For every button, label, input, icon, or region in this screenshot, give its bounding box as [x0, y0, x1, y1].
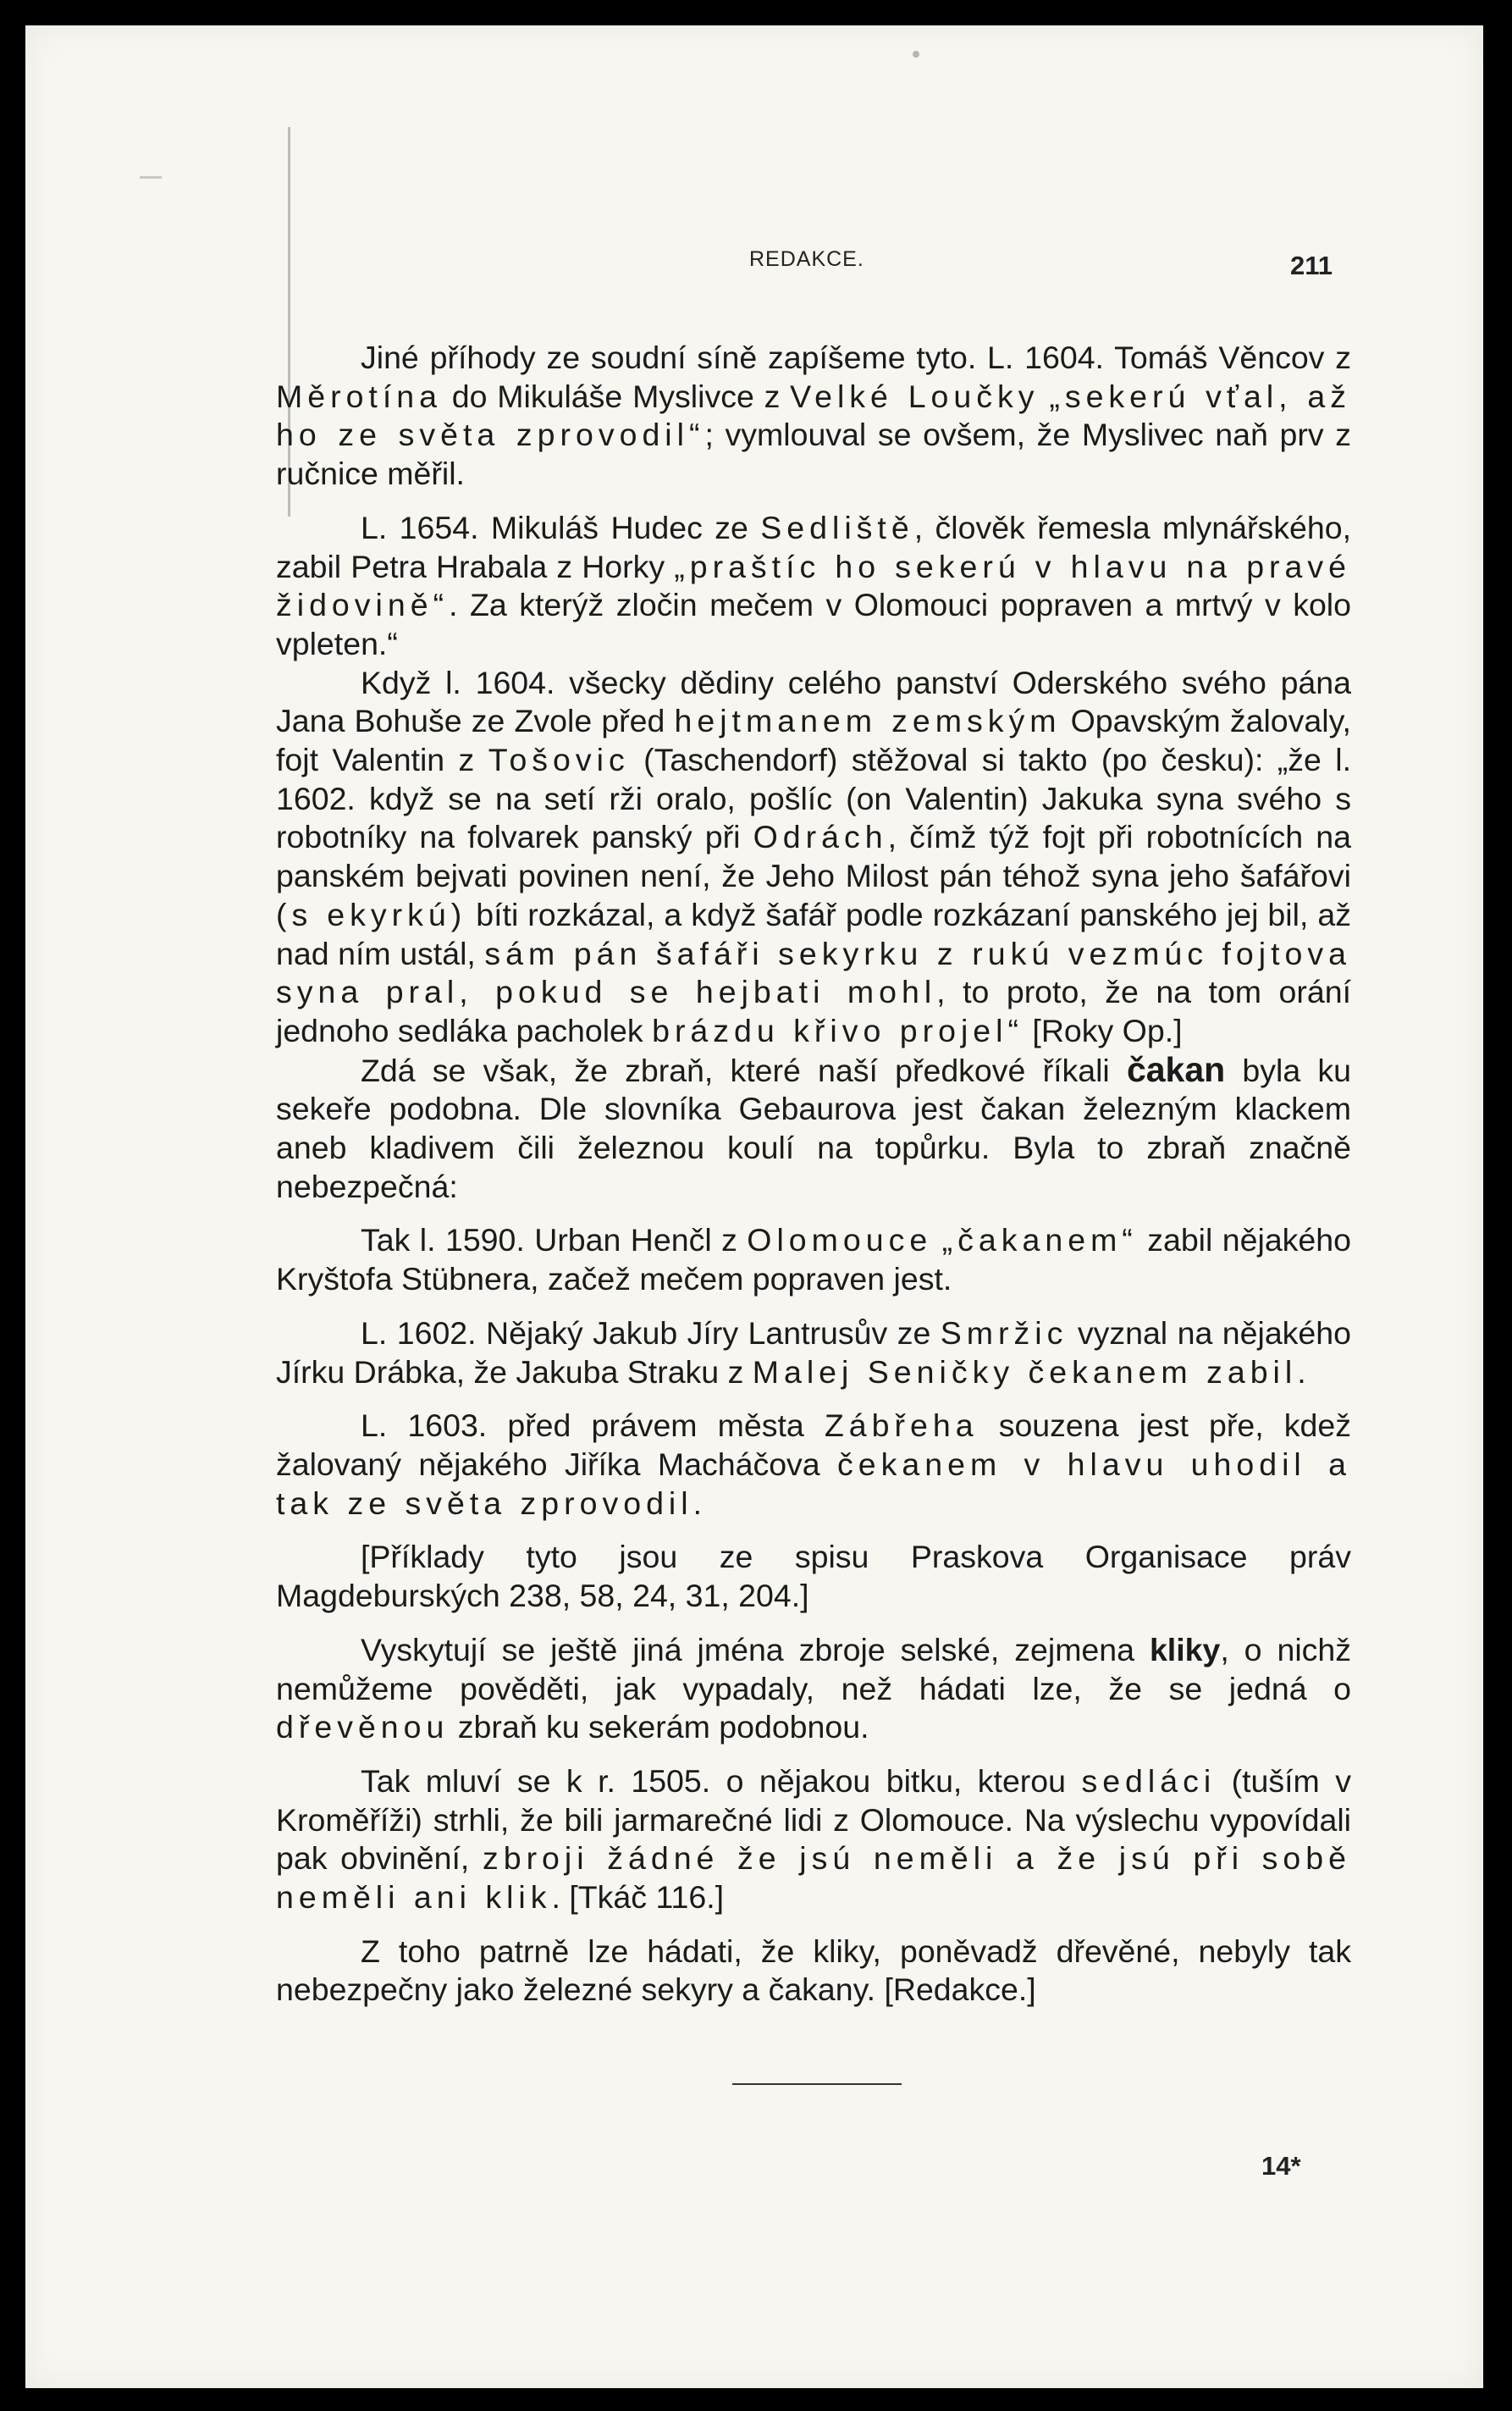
text-segment: „praštíc ho sekerú v hlavu na pravé židovině“ [276, 548, 1352, 623]
text-segment: Sedliště [760, 509, 914, 545]
text-segment: hejtmanem zemským [674, 703, 1062, 739]
text-segment: . [Tkáč 116.] [551, 1879, 725, 1916]
text-segment: Malej Seničky čekanem zabil [752, 1353, 1298, 1390]
text-segment: . Za kterýž zločin mečem v Olomouci popraven a mrtvý v kolo vpleten.“ [276, 587, 1351, 661]
text-segment: Tak l. 1590. Urban Henčl z [361, 1222, 748, 1258]
text-segment: , člověk řemesla mlynářského, zabil Petra Hrabala z Horky [276, 509, 1351, 584]
text-segment: Zdá se však, že zbraň, které naší předkové říkali [361, 1052, 1127, 1088]
running-header: REDAKCE. [749, 247, 864, 271]
text-segment: vyznal na nějakého Jírku Drábka, že Jakuba Straku z [276, 1314, 1352, 1390]
text-segment: , to proto, že na tom orání jednoho sedláka pacholek [276, 974, 1351, 1048]
text-segment: kliky [1149, 1631, 1221, 1667]
paragraph [276, 664, 1351, 1051]
text-segment: sedláci [1081, 1762, 1217, 1799]
text-segment: (tuším v Kroměříži) strhli, že bili jarmarečné lidi z Olomouce. Na výslechu vypovídali pak obvinění, [276, 1762, 1351, 1877]
text-segment [932, 1222, 941, 1258]
text-segment: brázdu křivo projel“ [652, 1012, 1024, 1048]
text-segment: do Mikuláše Myslivce z [442, 378, 791, 414]
paragraph [276, 1221, 1351, 1298]
scan-dot-mark [913, 51, 919, 58]
text-segment: . [1297, 1353, 1306, 1390]
text-segment: Smržic [940, 1314, 1068, 1351]
text-segment: Tak mluví se k r. 1505. o nějakou bitku, kterou [361, 1762, 1082, 1799]
text-segment: Když l. 1604. všecky dědiny celého panství Oderského svého pána Jana Bohuše ze Zvole před [276, 664, 1351, 739]
signature-mark: 14* [1261, 2151, 1301, 2181]
paragraph [276, 1933, 1351, 2010]
text-segment: Jiné příhody ze soudní síně zapíšeme tyto. L. 1604. Tomáš Věncov z [361, 340, 1351, 375]
text-segment: zbroji žádné že jsú neměli a že jsú při sobě neměli ani klik [276, 1840, 1351, 1916]
text-segment: Odrách [753, 819, 888, 855]
paragraph [276, 1407, 1351, 1523]
body-text [276, 339, 1351, 2010]
text-segment: , o nichž nemůžeme pověděti, jak vypadaly, než hádati lze, že se jedná o [276, 1631, 1352, 1706]
paragraph [276, 1631, 1351, 1747]
text-segment: dřevěnou [276, 1709, 450, 1745]
text-segment: bíti rozkázal, a když šafář podle rozkázaní panského jej bil, až nad ním ustál, [276, 896, 1352, 971]
paragraph [276, 1538, 1351, 1615]
text-segment: Z toho patrně lze hádati, že kliky, poněvadž dřevěné, nebyly tak nebezpečny jako železné sekyry a čakany. [Redakce.] [276, 1933, 1351, 2008]
paragraph [276, 509, 1351, 664]
text-segment: Vyskytují se ještě jiná jména zbroje selské, zejmena [361, 1631, 1150, 1667]
text-segment: , čímž týž fojt při robotnících na panském bejvati povinen není, že Jeho Milost pán téhož syna jeho šafářovi [276, 819, 1351, 894]
text-segment: [Příklady tyto jsou ze spisu Praskova Organisace práv Magdeburských 238, 58, 24, 31, 204.] [276, 1539, 1351, 1614]
text-segment: zbraň ku sekerám podobnou. [449, 1709, 869, 1745]
text-segment: čekanem v hlavu uhodil a tak ze světa zprovodil [276, 1446, 1351, 1521]
text-segment: Zábřeha [824, 1407, 979, 1444]
text-segment: L. 1654. Mikuláš Hudec ze [361, 509, 761, 545]
text-segment: (Taschendorf) stěžoval si takto (po česku): „že l. 1602. když se na setí rži oralo, pošlíc (on Valentin) Jakuka syna svého s robotníky na folvarek panský při [276, 742, 1351, 855]
text-segment: Měrotína [276, 378, 442, 414]
text-segment: Opavským žalovaly, fojt Valentin z [276, 703, 1351, 778]
text-segment: (s ekyrkú) [276, 896, 467, 932]
text-segment: souzena jest pře, kdež žalovaný nějakého Jiříka Macháčova [276, 1407, 1351, 1482]
paragraph [276, 1051, 1351, 1207]
text-segment: L. 1603. před právem města [361, 1407, 825, 1444]
text-segment: „sekerú vťal, až ho ze světa zprovodil“ [276, 378, 1352, 453]
text-segment: čakan [1126, 1049, 1226, 1089]
margin-dash-mark [140, 176, 162, 179]
text-segment: ; vymlouval se ovšem, že Myslivec naň prv z ručnice měřil. [276, 417, 1352, 492]
text-segment: Velké Loučky [790, 378, 1040, 414]
paragraph [276, 1762, 1351, 1917]
text-segment: Olomouce [747, 1222, 933, 1258]
text-segment: byla ku sekeře podobna. Dle slovníka Gebaurova jest čakan železným klackem aneb kladivem čili železnou koulí na topůrku. Byla to zbraň značně nebezpečná: [276, 1052, 1351, 1204]
page-number: 211 [1290, 251, 1333, 280]
section-rule [732, 2083, 902, 2085]
text-segment: . [693, 1485, 703, 1521]
text-segment: zabil nějakého Kryštofa Stübnera, začež mečem popraven jest. [276, 1222, 1351, 1297]
paragraph [276, 339, 1351, 494]
text-segment: „čakanem“ [941, 1222, 1138, 1258]
text-segment: sám pán šafáři sekyrku z rukú vezmúc fojtova syna pral, pokud se hejbati mohl [276, 935, 1351, 1010]
paragraph [276, 1314, 1351, 1391]
text-segment: [Roky Op.] [1023, 1012, 1183, 1048]
text-segment: Tošovic [488, 742, 630, 778]
text-segment: L. 1602. Nějaký Jakub Jíry Lantrusův ze [361, 1314, 941, 1351]
text-segment [1040, 379, 1050, 414]
book-page [25, 25, 1483, 2388]
